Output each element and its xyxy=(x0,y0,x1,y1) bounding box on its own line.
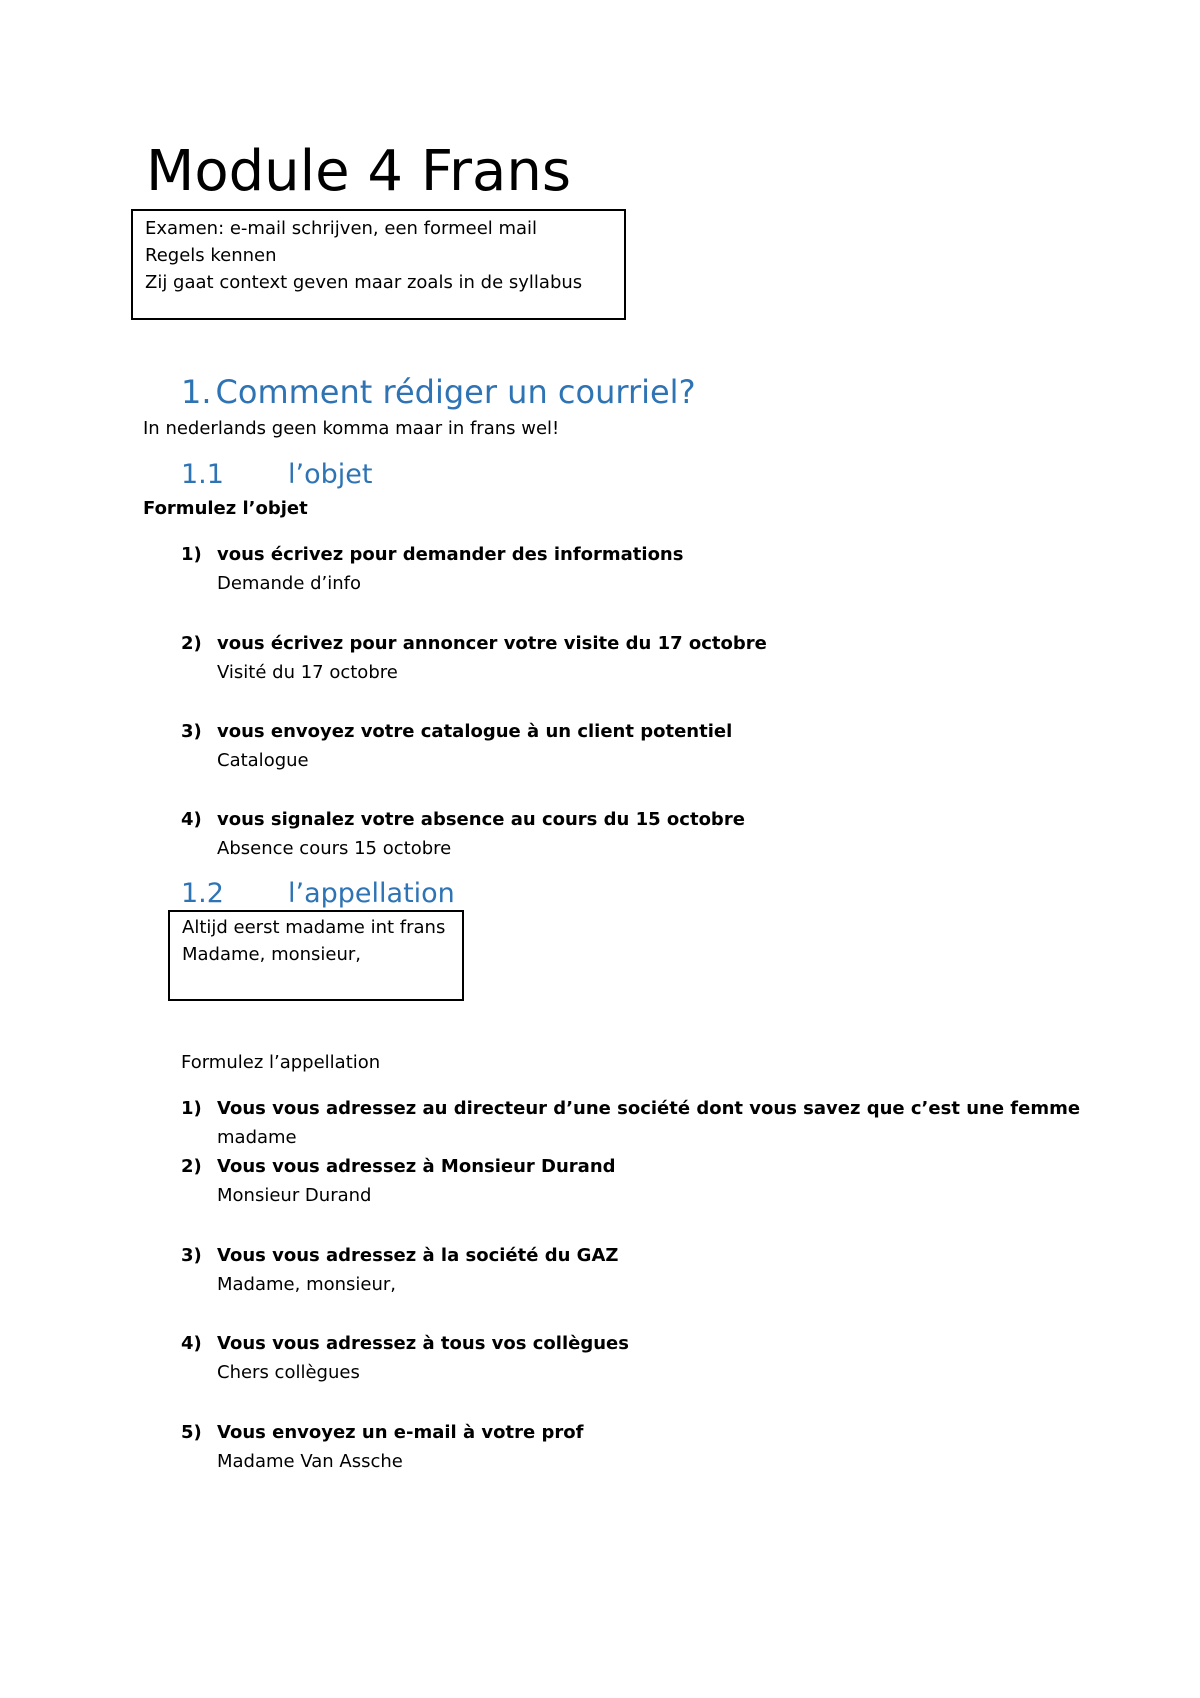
item-question: Vous vous adressez à tous vos collègues xyxy=(217,1333,629,1354)
item-number: 4) xyxy=(181,1333,202,1354)
exam-info-line: Examen: e-mail schrijven, een formeel mail xyxy=(145,218,538,239)
item-answer: madame xyxy=(217,1127,297,1148)
item-number: 1) xyxy=(181,544,202,565)
section-1-1-heading xyxy=(181,457,372,493)
item-question: vous écrivez pour demander des informations xyxy=(217,544,684,565)
item-number: 1) xyxy=(181,1098,202,1119)
item-answer: Madame, monsieur, xyxy=(217,1274,397,1295)
section-1-number: 1. xyxy=(181,373,212,411)
item-answer: Chers collègues xyxy=(217,1362,360,1383)
item-answer: Catalogue xyxy=(217,750,309,771)
item-question: Vous vous adressez au directeur d’une société dont vous savez que c’est une femme xyxy=(217,1098,1081,1119)
document-title: Module 4 Frans xyxy=(146,139,572,204)
item-answer: Monsieur Durand xyxy=(217,1185,372,1206)
exam-info-line: Regels kennen xyxy=(145,245,277,266)
item-number: 2) xyxy=(181,1156,202,1177)
section-1-2-subheading: Formulez l’appellation xyxy=(181,1052,381,1073)
section-1-title: Comment rédiger un courriel? xyxy=(215,373,696,411)
item-question: Vous envoyez un e-mail à votre prof xyxy=(217,1422,584,1443)
item-number: 3) xyxy=(181,721,202,742)
item-question: vous écrivez pour annoncer votre visite du 17 octobre xyxy=(217,633,767,654)
section-1-2-number: 1.2 xyxy=(181,878,224,909)
section-1-1-number: 1.1 xyxy=(181,459,224,490)
item-answer: Madame Van Assche xyxy=(217,1451,403,1472)
item-question: Vous vous adressez à la société du GAZ xyxy=(217,1245,619,1266)
section-1-2-title: l’appellation xyxy=(288,878,455,909)
appellation-note-line: Altijd eerst madame int frans xyxy=(182,917,446,938)
item-answer: Visité du 17 octobre xyxy=(217,662,398,683)
appellation-note-line: Madame, monsieur, xyxy=(182,944,362,965)
item-answer: Demande d’info xyxy=(217,573,362,594)
item-number: 2) xyxy=(181,633,202,654)
exam-info-box xyxy=(131,209,626,320)
exam-info-line: Zij gaat context geven maar zoals in de syllabus xyxy=(145,272,583,293)
item-number: 3) xyxy=(181,1245,202,1266)
item-answer: Absence cours 15 octobre xyxy=(217,838,452,859)
appellation-note-box xyxy=(168,910,464,1001)
section-1-heading xyxy=(181,370,696,414)
item-number: 5) xyxy=(181,1422,202,1443)
item-question: vous signalez votre absence au cours du 15 octobre xyxy=(217,809,745,830)
section-1-note: In nederlands geen komma maar in frans wel! xyxy=(143,418,560,439)
item-question: vous envoyez votre catalogue à un client potentiel xyxy=(217,721,733,742)
item-number: 4) xyxy=(181,809,202,830)
section-1-1-title: l’objet xyxy=(288,459,373,490)
section-1-2-heading xyxy=(181,876,455,912)
section-1-1-subheading: Formulez l’objet xyxy=(143,498,308,519)
item-question: Vous vous adressez à Monsieur Durand xyxy=(217,1156,616,1177)
